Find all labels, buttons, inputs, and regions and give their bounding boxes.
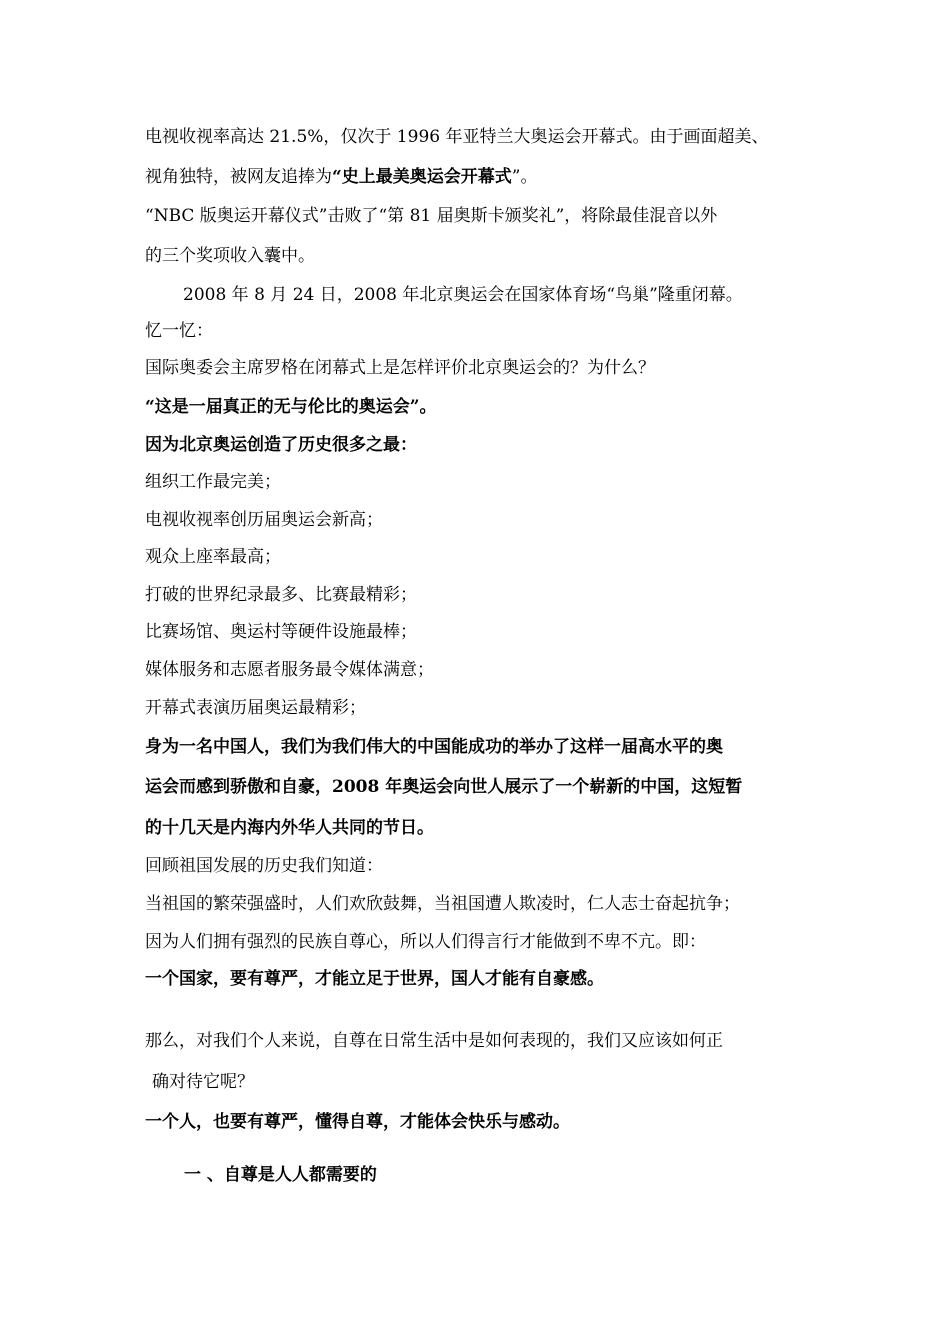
emphasis-paragraph: 一个国家，要有尊严，才能立足于世界，国人才能有自豪感。 (145, 969, 604, 989)
paragraph-line: 当祖国的繁荣强盛时，人们欢欣鼓舞，当祖国遭人欺凌时，仁人志士奋起抗争； (145, 894, 740, 914)
paragraph-line: 确对待它呢？ (152, 1072, 254, 1092)
list-item: 开幕式表演历届奥运最精彩； (145, 698, 366, 718)
text-run: 视角独特，被网友追捧为 (145, 167, 332, 187)
emphasis-paragraph: 身为一名中国人，我们为我们伟大的中国能成功的举办了这样一届高水平的奥 (145, 737, 723, 757)
paragraph-line: 忆一忆： (145, 321, 213, 341)
paragraph-line (145, 166, 537, 188)
emphasis-paragraph: 一个人，也要有尊严，懂得自尊，才能体会快乐与感动。 (145, 1112, 570, 1132)
list-item: 组织工作最完美； (145, 472, 281, 492)
list-item: 电视收视率创历届奥运会新高； (145, 510, 383, 530)
section-heading: 因为北京奥运创造了历史很多之最： (145, 435, 417, 455)
list-item: 比赛场馆、奥运村等硬件设施最棒； (145, 622, 417, 642)
section-heading: 一 、自尊是人人都需要的 (184, 1165, 377, 1185)
paragraph-line: 国际奥委会主席罗格在闭幕式上是怎样评价北京奥运会的？为什么？ (145, 358, 655, 378)
emphasis-paragraph: 运会而感到骄傲和自豪，2008 年奥运会向世人展示了一个崭新的中国，这短暂 (145, 777, 743, 797)
list-item: 媒体服务和志愿者服务最令媒体满意； (145, 660, 434, 680)
quote-heading: “这是一届真正的无与伦比的奥运会”。 (145, 397, 437, 417)
paragraph-line: 电视收视率高达 21.5%，仅次于 1996 年亚特兰大奥运会开幕式。由于画面超美、 (145, 127, 769, 147)
emphasis-quote: “史上最美奥运会开幕式 (332, 167, 512, 187)
paragraph-line: 2008 年 8 月 24 日，2008 年北京奥运会在国家体育场“鸟巢”隆重闭幕。 (183, 285, 743, 305)
paragraph-line: 回顾祖国发展的历史我们知道： (145, 856, 383, 876)
text-run: ”。 (511, 167, 538, 187)
paragraph-line: 因为人们拥有强烈的民族自尊心，所以人们得言行才能做到不卑不亢。即： (145, 932, 706, 952)
paragraph-line: 的三个奖项收入囊中。 (145, 246, 315, 266)
list-item: 观众上座率最高； (145, 547, 281, 567)
paragraph-line: “NBC 版奥运开幕仪式”击败了“第 81 届奥斯卡颁奖礼”，将除最佳混音以外 (145, 206, 718, 226)
paragraph-line: 那么，对我们个人来说，自尊在日常生活中是如何表现的，我们又应该如何正 (145, 1031, 723, 1051)
list-item: 打破的世界纪录最多、比赛最精彩； (145, 585, 417, 605)
emphasis-paragraph: 的十几天是内海内外华人共同的节日。 (145, 818, 434, 838)
